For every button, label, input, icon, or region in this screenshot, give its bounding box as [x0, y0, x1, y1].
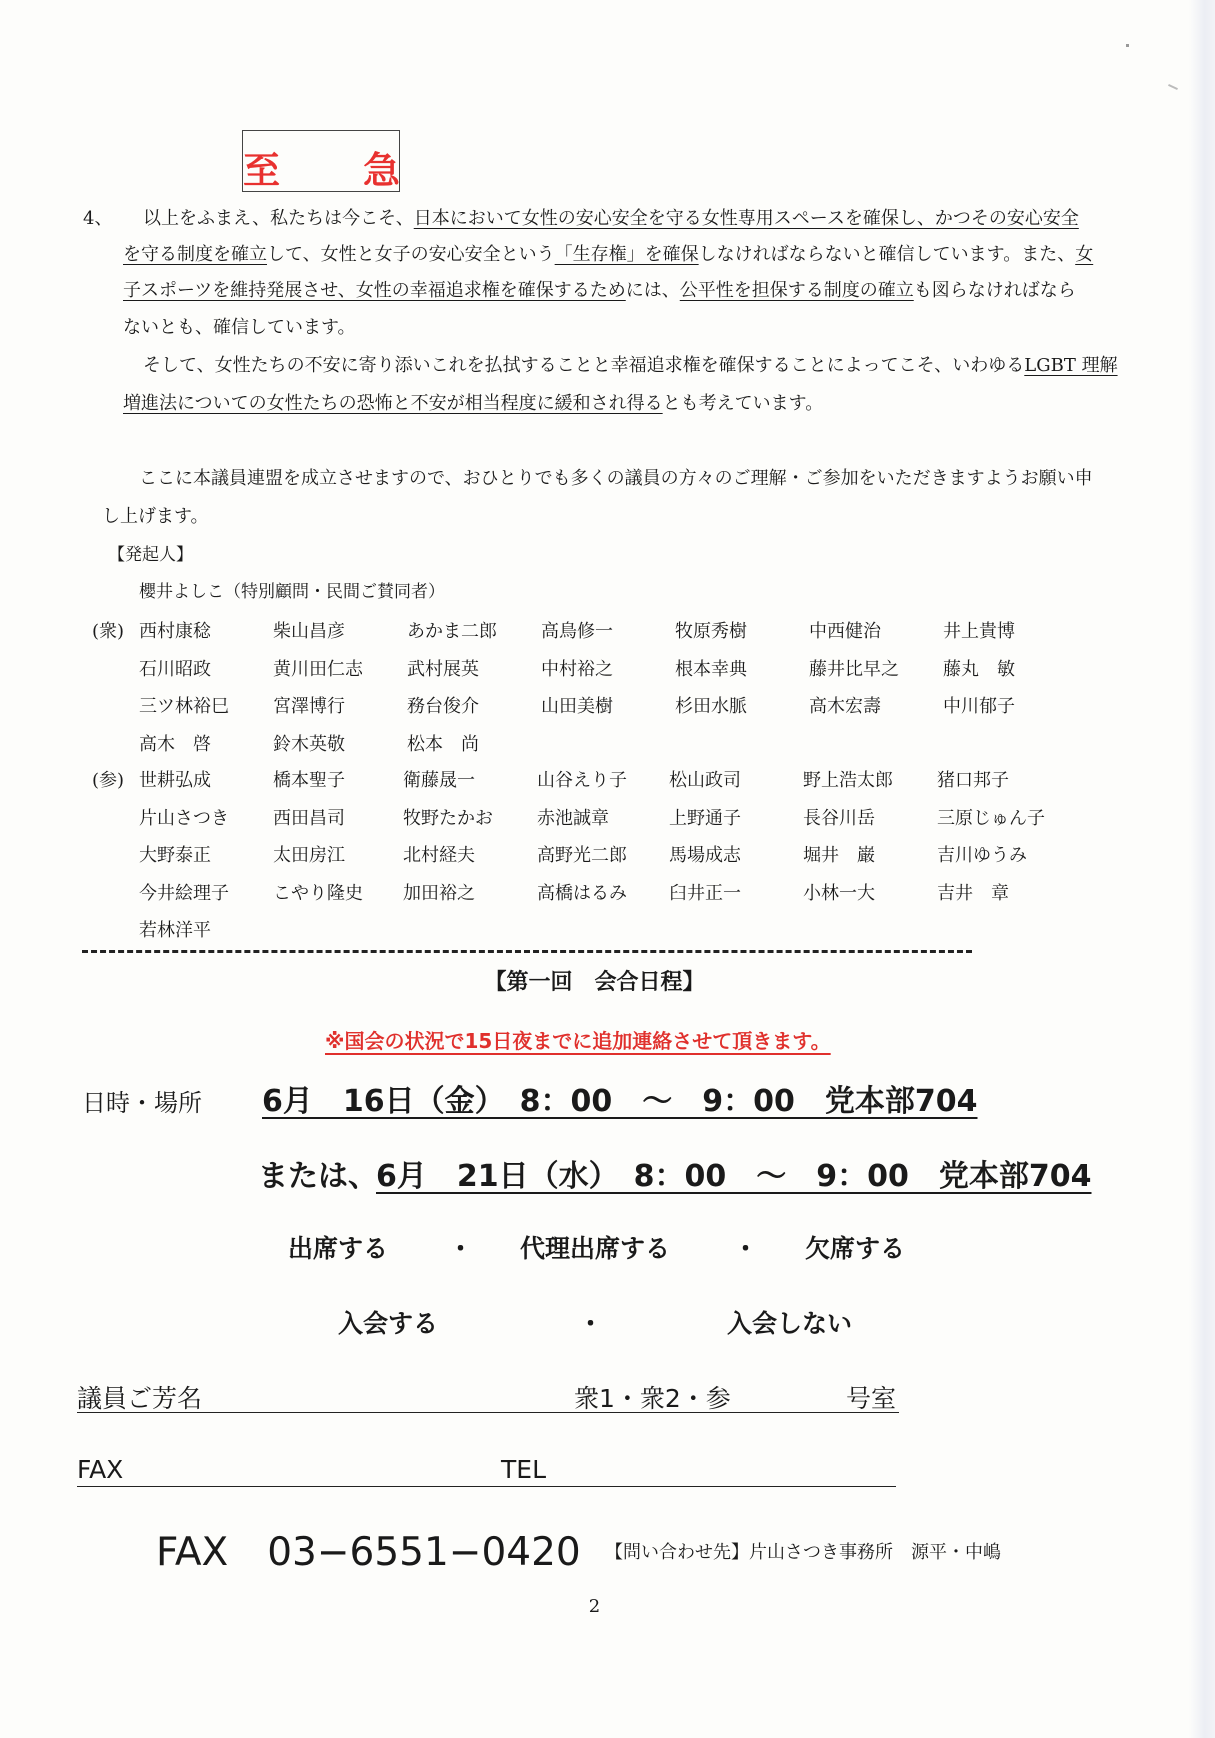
san-label: (参)	[92, 770, 125, 791]
scan-speck	[1168, 84, 1178, 90]
member-name: 柴山昌彦	[273, 621, 345, 642]
member-name: 石川昭政	[139, 658, 211, 680]
member-name: 馬場成志	[669, 845, 741, 866]
member-name: 野上浩太郎	[803, 770, 893, 791]
meeting-heading: 【第一回 会合日程】	[484, 970, 705, 995]
member-name: 井上貴博	[943, 621, 1015, 642]
para4-text: 以上をふまえ、私たちは今こそ、	[143, 208, 414, 229]
member-name: 黄川田仁志	[273, 658, 363, 680]
para4-underlined: 増進法についての女性たちの恐怖と不安が相当程度に緩和され得る	[123, 393, 663, 414]
option-separator: ・	[448, 1234, 474, 1263]
option-separator: ・	[578, 1309, 604, 1338]
member-name: こやり隆史	[273, 882, 363, 904]
para4-underlined: を守る制度を確立	[123, 244, 267, 265]
member-name: 西田昌司	[273, 807, 345, 829]
para-number: 4、	[83, 208, 113, 229]
para4-text: には、	[625, 280, 680, 301]
meeting-date-2-prefix: または、	[258, 1159, 378, 1194]
member-name: 高野光二郎	[537, 845, 627, 866]
member-name: 山谷えり子	[537, 770, 627, 791]
contact-info: 【問い合わせ先】片山さつき事務所 源平・中嶋	[605, 1542, 1001, 1563]
house-options: 衆1・衆2・参	[574, 1384, 731, 1413]
para4-underlined: 「生存権」を確保	[554, 244, 699, 265]
scan-edge	[1189, 0, 1215, 1738]
shu-label: (衆)	[92, 621, 125, 642]
member-name: あかま二郎	[407, 621, 497, 642]
member-name: 上野通子	[669, 807, 741, 829]
member-name: 務台俊介	[407, 696, 479, 717]
option-separator: ・	[733, 1234, 759, 1263]
member-name: 牧野たかお	[403, 807, 493, 829]
tel-label: TEL	[501, 1455, 546, 1484]
urgent-stamp	[242, 130, 400, 192]
option-decline[interactable]: 入会しない	[727, 1309, 853, 1338]
founders-label: 【発起人】	[108, 545, 193, 565]
member-name: 中村裕之	[541, 658, 613, 680]
stamp-char-left: 至	[243, 149, 280, 192]
member-name: 中川郁子	[943, 696, 1015, 717]
member-name: 山田美樹	[541, 696, 613, 717]
para4-line-3	[123, 273, 1076, 309]
member-name: 牧原秀樹	[675, 621, 747, 642]
member-name: 衛藤晟一	[403, 770, 475, 791]
para4-text: も図らなければなら	[913, 280, 1076, 301]
member-name: 橋本聖子	[273, 770, 345, 791]
member-name: 赤池誠章	[537, 807, 609, 829]
member-name: 北村経夫	[403, 845, 475, 866]
para4-underlined: 日本において女性の安心安全を守る女性専用スペースを確保し、かつその安心安全	[413, 208, 1079, 229]
member-name: 加田裕之	[403, 882, 475, 904]
member-name: 大野泰正	[139, 845, 211, 866]
para4-underlined: LGBT 理解	[1024, 355, 1118, 376]
room-label: 号室	[846, 1384, 897, 1413]
para4-underlined: 女	[1075, 244, 1094, 265]
meeting-date-1: 6月 16日（金） 8：00 ～ 9：00 党本部704	[262, 1084, 978, 1119]
para4-line-4: ないとも、確信しています。	[123, 317, 356, 338]
member-name: 長谷川岳	[803, 807, 875, 829]
stamp-char-right: 急	[363, 149, 400, 192]
option-attend[interactable]: 出席する	[288, 1234, 389, 1263]
para4-text: して、女性と女子の安心安全という	[267, 244, 555, 265]
scan-speck	[1126, 44, 1129, 47]
para4-line-1	[143, 201, 1079, 237]
para4-underlined: 公平性を担保する制度の確立	[679, 280, 914, 301]
option-absent[interactable]: 欠席する	[805, 1234, 906, 1263]
member-name: 西村康稔	[139, 621, 211, 642]
member-name: 高木宏壽	[809, 696, 881, 717]
member-name: 堀井 巌	[803, 845, 875, 866]
member-name: 猪口邦子	[937, 770, 1009, 791]
member-name: 若林洋平	[139, 920, 211, 941]
member-name: 宮澤博行	[273, 696, 345, 717]
closing-line-1: ここに本議員連盟を成立させますので、おひとりでも多くの議員の方々のご理解・ご参加をいただきますようお願い申	[139, 468, 1093, 489]
special-advisor: 櫻井よしこ（特別顧問・民間ご賛同者）	[139, 582, 445, 602]
meeting-notice: ※国会の状況で15日夜までに追加連絡させて頂きます。	[325, 1029, 831, 1053]
member-name: 太田房江	[273, 845, 345, 866]
member-name: 高橋はるみ	[537, 882, 627, 904]
member-name-label: 議員ご芳名	[77, 1384, 203, 1413]
para4-text: とも考えています。	[662, 393, 824, 414]
member-name: 武村展英	[407, 658, 479, 680]
member-name: 中西健治	[809, 621, 881, 642]
para4-text: そして、女性たちの不安に寄り添いこれを払拭することと幸福追求権を確保することによってこそ、いわゆる	[143, 355, 1025, 376]
datetime-label: 日時・場所	[82, 1089, 202, 1117]
option-join[interactable]: 入会する	[338, 1309, 439, 1338]
member-name: 藤井比早之	[809, 658, 899, 680]
member-name: 臼井正一	[669, 882, 741, 904]
page-number: 2	[588, 1596, 601, 1617]
member-name: 片山さつき	[139, 807, 229, 829]
closing-line-2: し上げます。	[102, 506, 209, 527]
member-name: 根本幸典	[675, 658, 747, 680]
member-name: 三ツ林裕巳	[139, 696, 229, 717]
fax-tel-field[interactable]	[77, 1486, 896, 1487]
member-name: 吉井 章	[937, 882, 1009, 904]
fax-label: FAX	[77, 1455, 124, 1484]
member-name: 三原じゅん子	[937, 807, 1045, 829]
member-name: 今井絵理子	[139, 882, 229, 904]
option-proxy-attend[interactable]: 代理出席する	[520, 1234, 671, 1263]
meeting-date-2: 6月 21日（水） 8：00 ～ 9：00 党本部704	[376, 1159, 1092, 1194]
para4-text: しなければならないと確信しています。また、	[698, 244, 1076, 265]
member-name: 世耕弘成	[139, 770, 211, 791]
member-name: 吉川ゆうみ	[937, 845, 1027, 866]
member-name: 松山政司	[669, 770, 741, 791]
fax-number: FAX 03−6551−0420	[156, 1530, 581, 1575]
para4-underlined: 子スポーツを維持発展させ、女性の幸福追求権を確保するため	[123, 280, 626, 301]
member-name: 小林一大	[803, 882, 875, 904]
member-name-field[interactable]	[77, 1412, 899, 1413]
member-name: 杉田水脈	[675, 696, 747, 717]
para4-line-5	[143, 348, 1118, 384]
member-name: 高木 啓	[139, 733, 211, 755]
dashed-divider	[82, 950, 972, 953]
para4-line-6	[123, 386, 823, 422]
member-name: 高鳥修一	[541, 621, 613, 642]
para4-line-2	[123, 237, 1093, 273]
member-name: 藤丸 敏	[943, 658, 1015, 680]
member-name: 松本 尚	[407, 733, 479, 755]
member-name: 鈴木英敬	[273, 733, 345, 755]
